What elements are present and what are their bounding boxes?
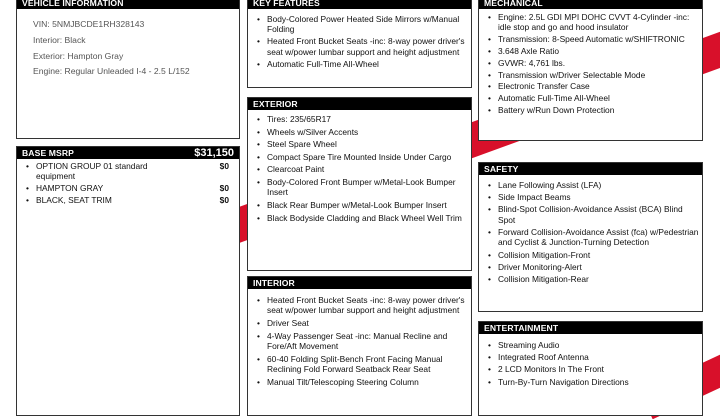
entertainment-panel: [478, 321, 703, 416]
interior-color: Interior: Black: [33, 34, 86, 45]
list-item: • Body-Colored Power Heated Side Mirrors w/Manual Folding: [248, 14, 471, 35]
list-item: • Clearcoat Paint: [248, 164, 471, 174]
entertainment-header: ENTERTAINMENT: [479, 322, 702, 334]
list-item: • Transmission: 8-Speed Automatic w/SHIFTRONIC: [479, 34, 702, 44]
vehicle-info-header: VEHICLE INFORMATION: [17, 0, 239, 9]
list-item: • Lane Following Assist (LFA): [479, 180, 702, 190]
exterior-list: [248, 110, 471, 223]
entertainment-list: [479, 334, 702, 387]
interior-list: [248, 289, 471, 387]
list-item: • Automatic Full-Time All-Wheel: [479, 93, 702, 103]
list-item: • Collision Mitigation-Front: [479, 250, 702, 260]
list-item: • Engine: 2.5L GDI MPI DOHC CVVT 4-Cylinder -inc: idle stop and go and hood insulator: [479, 12, 702, 33]
msrp-option-row: • HAMPTON GRAY $0: [17, 183, 239, 193]
msrp-option-row: • BLACK, SEAT TRIM $0: [17, 195, 239, 205]
interior-panel: [247, 276, 472, 416]
list-item: • Tires: 235/65R17: [248, 114, 471, 124]
engine-spec: Engine: Regular Unleaded I-4 - 2.5 L/152: [33, 66, 190, 77]
list-item: • Wheels w/Silver Accents: [248, 127, 471, 137]
list-item: • Body-Colored Front Bumper w/Metal-Look Bumper Insert: [248, 177, 471, 198]
vehicle-info-body: [17, 9, 239, 77]
list-item: • Black Bodyside Cladding and Black Wheel Well Trim: [248, 213, 471, 223]
safety-panel: [478, 162, 703, 312]
list-item: • Steel Spare Wheel: [248, 139, 471, 149]
mechanical-panel: [478, 0, 703, 141]
list-item: • Side Impact Beams: [479, 192, 702, 202]
list-item: • 60-40 Folding Split-Bench Front Facing Manual Reclining Fold Forward Seatback Rear Seat: [248, 354, 471, 375]
list-item: • Heated Front Bucket Seats -inc: 8-way power driver's seat w/power lumbar support and height adjustment: [248, 295, 471, 316]
list-item: • 2 LCD Monitors In The Front: [479, 364, 702, 374]
list-item: • Transmission w/Driver Selectable Mode: [479, 70, 702, 80]
base-msrp-panel: [16, 146, 240, 416]
list-item: • Streaming Audio: [479, 340, 702, 350]
safety-list: [479, 175, 702, 284]
vin-number: VIN: 5NMJBCDE1RH328143: [33, 19, 145, 29]
vehicle-info-panel: [16, 0, 240, 139]
key-features-list: [248, 9, 471, 69]
base-msrp-header: [17, 147, 239, 159]
list-item: • Driver Monitoring-Alert: [479, 262, 702, 272]
list-item: • Turn-By-Turn Navigation Directions: [479, 377, 702, 387]
list-item: • Collision Mitigation-Rear: [479, 274, 702, 284]
msrp-option-row: • OPTION GROUP 01 standard equipment $0: [17, 161, 239, 182]
list-item: • Forward Collision-Avoidance Assist (fca) w/Pedestrian and Cyclist & Junction-Turning Detection: [479, 227, 702, 248]
exterior-header: EXTERIOR: [248, 98, 471, 110]
list-item: • Driver Seat: [248, 318, 471, 328]
exterior-color: Exterior: Hampton Gray: [33, 50, 124, 61]
mechanical-header: MECHANICAL: [479, 0, 702, 9]
list-item: • Integrated Roof Antenna: [479, 352, 702, 362]
interior-header: INTERIOR: [248, 277, 471, 289]
list-item: • Automatic Full-Time All-Wheel: [248, 59, 471, 69]
list-item: • Electronic Transfer Case: [479, 81, 702, 91]
list-item: • Heated Front Bucket Seats -inc: 8-way power driver's seat w/power lumbar support and height adjustment: [248, 36, 471, 57]
safety-header: SAFETY: [479, 163, 702, 175]
base-msrp-label: BASE MSRP: [22, 148, 74, 158]
list-item: • Compact Spare Tire Mounted Inside Under Cargo: [248, 152, 471, 162]
key-features-header: KEY FEATURES: [248, 0, 471, 9]
list-item: • Battery w/Run Down Protection: [479, 105, 702, 115]
list-item: • Black Rear Bumper w/Metal-Look Bumper Insert: [248, 200, 471, 210]
list-item: • GVWR: 4,761 lbs.: [479, 58, 702, 68]
msrp-options-list: [17, 159, 239, 206]
mechanical-list: [479, 9, 702, 115]
list-item: • 4-Way Passenger Seat -inc: Manual Recline and Fore/Aft Movement: [248, 331, 471, 352]
list-item: • 3.648 Axle Ratio: [479, 46, 702, 56]
list-item: • Blind-Spot Collision-Avoidance Assist (BCA) Blind Spot: [479, 204, 702, 225]
base-msrp-price: $31,150: [194, 147, 234, 159]
exterior-panel: [247, 97, 472, 271]
list-item: • Manual Tilt/Telescoping Steering Column: [248, 377, 471, 387]
key-features-panel: [247, 0, 472, 88]
